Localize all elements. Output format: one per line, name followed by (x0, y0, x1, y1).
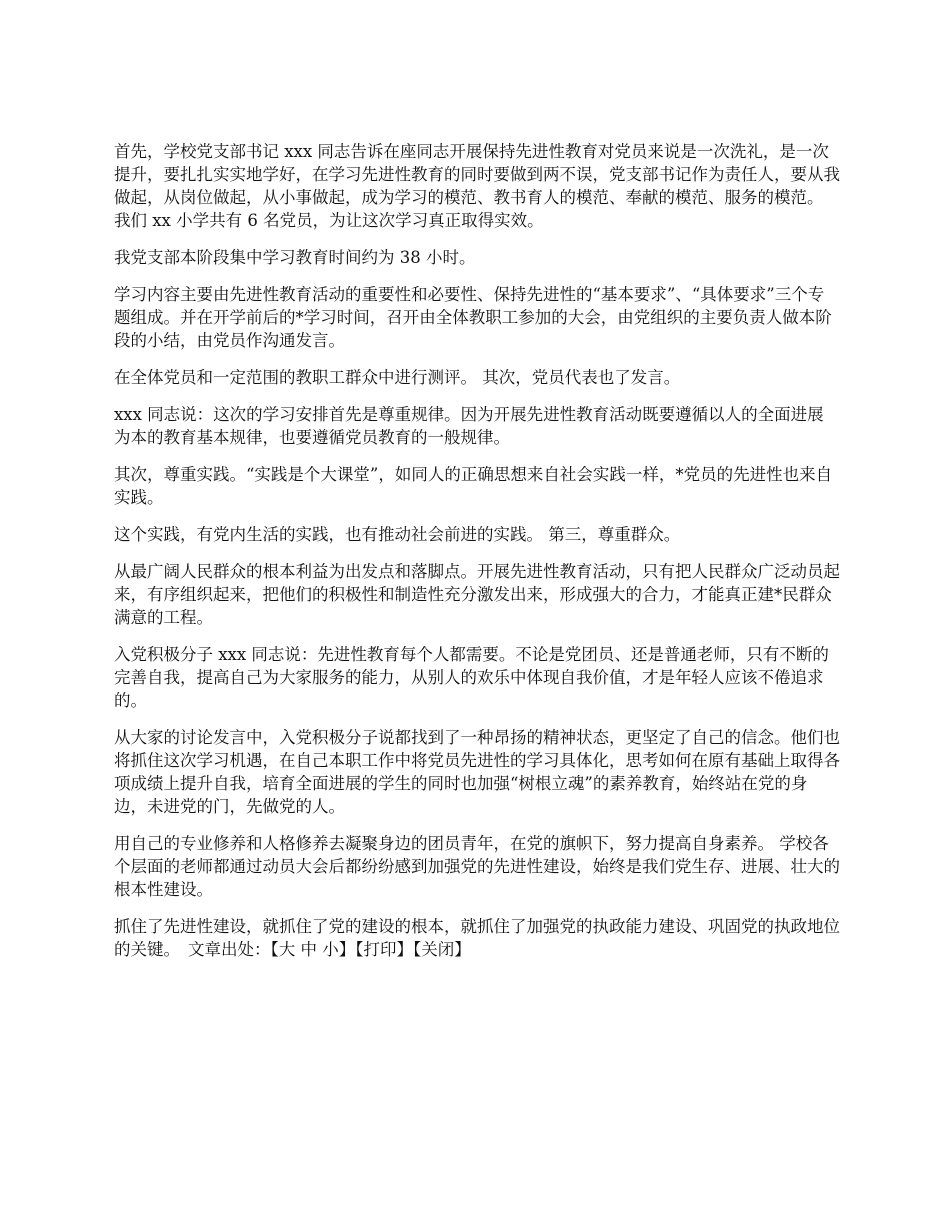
close-link[interactable]: 【关闭】 (413, 940, 471, 959)
paragraph-3: 学习内容主要由先进性教育活动的重要性和必要性、保持先进性的“基本要求”、“具体要求”三个专题组成。并在开学前后的*学习时间，召开由全体教职工参加的大会，由党组织的主要负责人做本阶段的小结，由党员作沟通发言。 (114, 285, 832, 350)
article-tools (271, 940, 471, 959)
font-size-controls[interactable]: 【大 中 小】 (270, 940, 356, 959)
paragraph-12-text: 抓住了先进性建设，就抓住了党的建设的根本，就抓住了加强党的执政能力建设、巩固党的执政地位的关键。 (114, 917, 840, 959)
source-label: 文章出处： (188, 940, 271, 959)
paragraph-1: 首先，学校党支部书记 xxx 同志告诉在座同志开展保持先进性教育对党员来说是一次洗礼，是一次提升，要扎扎实实地学好，在学习先进性教育的同时要做到两不误，党支部书记作为责任人，要从我做起，从岗位做起，从小事做起，成为学习的模范、教书育人的模范、奉献的模范、服务的模范。 我们 xx 小学共有 6 名党员，为让这次学习真正取得实效。 (114, 142, 840, 230)
paragraph-9: 入党积极分子 xxx 同志说：先进性教育每个人都需要。不论是党团员、还是普通老师，只有不断的完善自我，提高自己为大家服务的能力，从别人的欢乐中体现自我价值，才是年轻人应该不倦追求的。 (114, 645, 829, 710)
paragraph-11: 用自己的专业修养和人格修养去凝聚身边的团员青年，在党的旗帜下，努力提高自身素养。 学校各个层面的老师都通过动员大会后都纷纷感到加强党的先进性建设，始终是我们党生存、进展、壮大的根本性建设。 (114, 834, 840, 899)
paragraph-2: 我党支部本阶段集中学习教育时间约为 38 小时。 (114, 248, 476, 267)
paragraph-12 (114, 915, 840, 961)
article-body (114, 140, 840, 975)
paragraph-4: 在全体党员和一定范围的教职工群众中进行测评。 其次，党员代表也了发言。 (114, 368, 681, 387)
paragraph-7: 这个实践，有党内生活的实践，也有推动社会前进的实践。 第三，尊重群众。 (114, 525, 681, 544)
paragraph-8: 从最广阔人民群众的根本利益为出发点和落脚点。开展先进性教育活动，只有把人民群众广泛动员起来，有序组织起来，把他们的积极性和制造性充分激发出来，形成强大的合力，才能真正建*民群众满意的工程。 (114, 562, 840, 627)
paragraph-10: 从大家的讨论发言中，入党积极分子说都找到了一种昂扬的精神状态，更坚定了自己的信念。他们也将抓住这次学习机遇，在自己本职工作中将党员先进性的学习具体化，思考如何在原有基础上取得各项成绩上提升自我，培育全面进展的学生的同时也加强“树根立魂”的素养教育，始终站在党的身边，未进党的门，先做党的人。 (114, 728, 840, 816)
paragraph-6: 其次，尊重实践。“实践是个大课堂”，如同人的正确思想来自社会实践一样，*党员的先进性也来自实践。 (114, 465, 833, 507)
print-link[interactable]: 【打印】 (355, 940, 413, 959)
paragraph-5: xxx 同志说：这次的学习安排首先是尊重规律。因为开展先进性教育活动既要遵循以人的全面进展为本的教育基本规律，也要遵循党员教育的一般规律。 (114, 405, 824, 447)
